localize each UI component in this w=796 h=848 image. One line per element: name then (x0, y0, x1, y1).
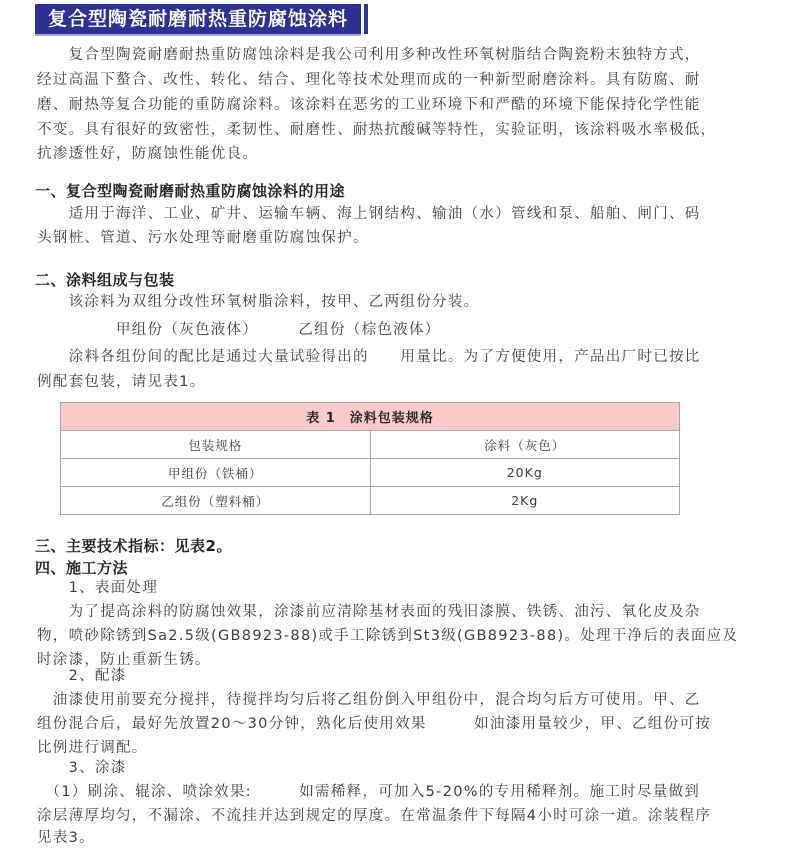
table-column-header: 包装规格 (61, 431, 371, 459)
section-heading-usage: 一、复合型陶瓷耐磨耐热重防腐蚀涂料的用途 (35, 182, 346, 200)
section1-line: 适用于海洋、工业、矿井、运输车辆、海上钢结构、输油（水）管线和泵、船舶、闸门、码 (37, 206, 701, 222)
section1-line: 头钢桩、管道、污水处理等耐磨重防腐蚀保护。 (37, 230, 369, 246)
table-column-header: 涂料（灰色） (370, 431, 680, 459)
table-cell: 2Kg (370, 487, 680, 515)
subsection-line: 时涂漆，防止重新生锈。 (37, 652, 211, 668)
table-cell: 甲组份（铁桶） (61, 459, 371, 487)
table-row (61, 459, 680, 487)
page-title: 复合型陶瓷耐磨耐热重防腐蚀涂料 (35, 4, 361, 36)
section-heading-method: 四、施工方法 (35, 559, 129, 577)
intro-line: 不变。具有很好的致密性，柔韧性、耐磨性、耐热抗酸碱等特性，实验证明，该涂料吸水率极低， (37, 122, 717, 138)
section-heading-composition: 二、涂料组成与包装 (35, 271, 175, 289)
intro-line: 经过高温下螯合、改性、转化、结合、理化等技术处理而成的一种新型耐磨涂料。具有防腐、耐 (37, 72, 701, 88)
subsection-line: 比例进行调配。 (37, 740, 148, 756)
table-cell: 乙组份（塑料桶） (61, 487, 371, 515)
intro-line: 磨、耐热等复合功能的重防腐涂料。该涂料在恶劣的工业环境下和严酷的环境下能保持化学性能 (37, 97, 701, 113)
section2-line: 该涂料为双组分改性环氧树脂涂料，按甲、乙两组份分装。 (37, 294, 480, 310)
subsection-line: 涂层薄厚均匀，不漏涂、不流挂并达到规定的厚度。在常温条件下每隔4小时可涂一道。涂装程序 (37, 808, 712, 824)
section2-line: 例配套包装，请见表1。 (37, 374, 206, 390)
table-caption-row (61, 403, 680, 431)
intro-line: 复合型陶瓷耐磨耐热重防腐蚀涂料是我公司利用多种改性环氧树脂结合陶瓷粉末独特方式， (37, 47, 701, 63)
section-heading-specs: 三、主要技术指标：见表2。 (35, 537, 232, 555)
subsection-line: 为了提高涂料的防腐蚀效果，涂漆前应清除基材表面的残旧漆膜、铁锈、油污、氧化皮及杂 (37, 604, 701, 620)
subsection-line: 组份混合后，最好先放置20～30分钟，熟化后使用效果 如油漆用量较少，甲、乙组份可按 (37, 716, 712, 732)
subsection-line: 物，喷砂除锈到Sa2.5级(GB8923-88)或手工除锈到St3级(GB8923-88)。处理干净后的表面应及 (37, 628, 739, 644)
subsection-title: 2、配漆 (37, 668, 127, 684)
subsection-title: 3、涂漆 (37, 760, 127, 776)
section2-components: 甲组份（灰色液体） 乙组份（棕色液体） (37, 322, 441, 338)
subsection-line: 油漆使用前要充分搅拌，待搅拌均匀后将乙组份倒入甲组份中，混合均匀后方可使用。甲、乙 (37, 692, 701, 708)
table-cell: 20Kg (370, 459, 680, 487)
table-caption: 表 1 涂料包装规格 (61, 403, 680, 431)
table-header-row (61, 431, 680, 459)
subsection-line: 见表3。 (37, 830, 95, 846)
table-row (61, 487, 680, 515)
intro-line: 抗渗透性好，防腐蚀性能优良。 (37, 146, 259, 162)
subsection-title: 1、表面处理 (37, 580, 159, 596)
section2-line: 涂料各组份间的配比是通过大量试验得出的 用量比。为了方便使用，产品出厂时已按比 (37, 349, 701, 365)
title-accent-bar (364, 4, 368, 34)
subsection-line: （1）刷涂、辊涂、喷涂效果: 如需稀释，可加入5-20%的专用稀释剂。施工时尽量做到 (37, 784, 701, 800)
packaging-spec-table (60, 402, 680, 515)
